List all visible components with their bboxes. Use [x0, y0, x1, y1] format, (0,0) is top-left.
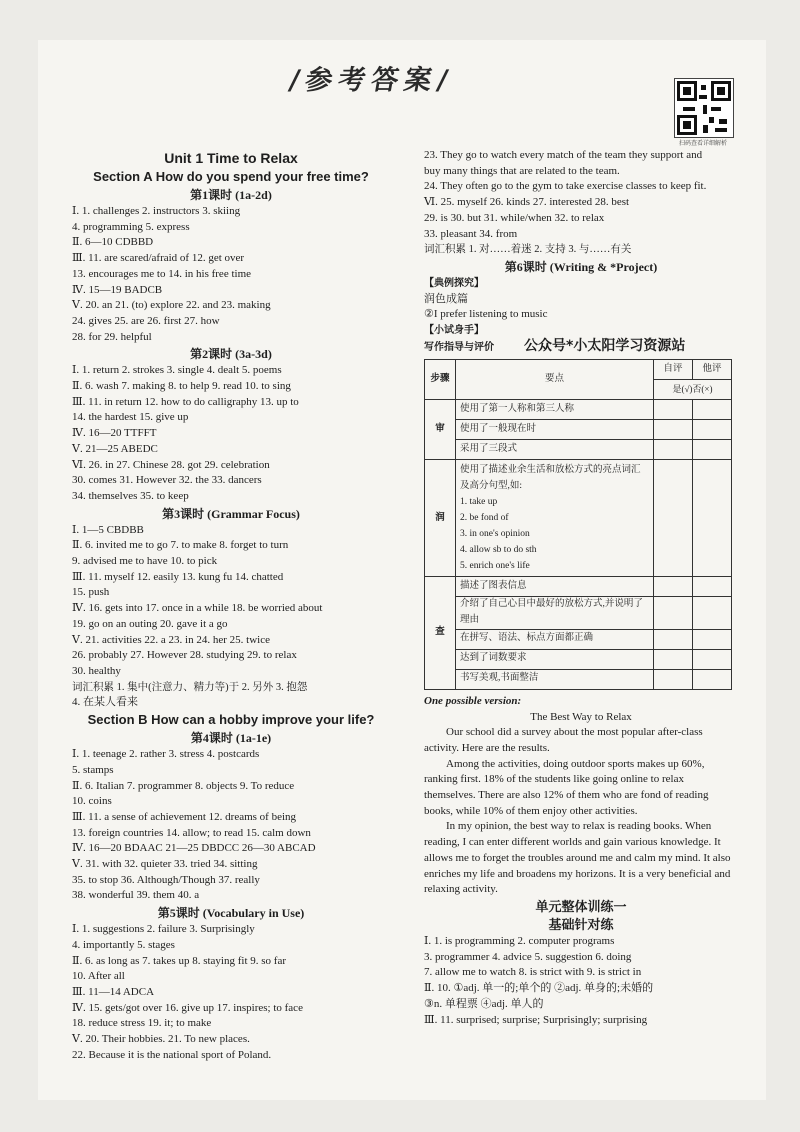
answer-line: 10. coins — [72, 795, 112, 808]
answer-line: 18. reduce stress 19. it; to make — [72, 1017, 212, 1030]
answer-line: ②I prefer listening to music — [424, 308, 548, 321]
header-self: 自评 — [654, 360, 693, 380]
table-point-cell — [456, 400, 654, 420]
left-column — [72, 148, 390, 1063]
table-point-cell — [456, 460, 654, 577]
answer-line: 24. They often go to the gym to take exercise classes to keep fit. — [424, 180, 707, 193]
vocab-line: 词汇积累 1. 集中(注意力、精力等)于 2. 另外 3. 抱怨 — [72, 681, 308, 693]
watermark-text: 公众号*小太阳学习资源站 — [524, 337, 686, 354]
answer-line: 4. 在某人看来 — [72, 696, 138, 709]
answer-line: 23. They go to watch every match of the team they support and — [424, 149, 703, 161]
table-point-item: 4. allow sb to do sth — [460, 545, 537, 556]
answer-line: Ⅲ. 11. a sense of achievement 12. dreams of being — [72, 810, 297, 823]
table-point-cell — [456, 440, 654, 460]
table-score-self-cell[interactable] — [654, 460, 693, 577]
answer-line: Ⅳ. 16—20 TTFFT — [72, 427, 157, 440]
lesson-heading: 第1课时 (1a-2d) — [190, 188, 272, 202]
model-essay — [424, 694, 738, 898]
essay-paragraph: In my opinion, the best way to relax is reading books. When reading, I can enter different worlds and gain various knowledge. It allows me to forget the troubles around me and calm my mind. It also enriches my life and broadens my horizons. It is a very beneficial and relaxing activity. — [424, 820, 731, 896]
table-score-self-cell[interactable] — [654, 649, 693, 669]
answer-line: 19. go on an outing 20. gave it a go — [72, 617, 228, 630]
table-score-peer-cell[interactable] — [693, 649, 732, 669]
answer-line: Ⅰ. 1. teenage 2. rather 3. stress 4. postcards — [72, 748, 260, 761]
answer-line: 26. probably 27. However 28. studying 29. to relax — [72, 649, 297, 662]
answer-line: Ⅰ. 1. is programming 2. computer programs — [424, 934, 615, 947]
table-row — [425, 400, 732, 420]
answer-line: Ⅲ. 11—14 ADCA — [72, 985, 155, 998]
answer-line: 28. for 29. helpful — [72, 330, 152, 343]
answer-line: 10. After all — [72, 970, 125, 983]
lesson-heading: 第3课时 (Grammar Focus) — [162, 506, 300, 521]
header-points: 要点 — [456, 360, 654, 400]
essay-title: The Best Way to Relax — [530, 710, 632, 723]
answer-line: 4. importantly 5. stages — [72, 938, 175, 951]
answer-line: Ⅱ. 6—10 CDBBD — [72, 236, 154, 249]
answer-line: 29. is 30. but 31. while/when 32. to relax — [424, 211, 605, 224]
right-bottom-answers — [424, 898, 738, 1028]
answer-line: Ⅲ. 11. in return 12. how to do calligraphy 13. up to — [72, 395, 299, 408]
header-step: 步骤 — [425, 360, 456, 400]
table-point-cell — [456, 669, 654, 689]
essay-paragraph: Among the activities, doing outdoor sports makes up 60%, ranking first. 18% of the students like going online to relax themselves. There are also 12% of them who are fond of reading books, while 10% of them enjoy other activities. — [424, 757, 709, 817]
answer-line: 5. stamps — [72, 763, 114, 776]
table-point-item: 1. take up — [460, 497, 498, 508]
table-score-self-cell[interactable] — [654, 400, 693, 420]
table-score-peer-cell[interactable] — [693, 577, 732, 597]
qr-code[interactable] — [674, 78, 734, 138]
answer-line: Ⅳ. 15. gets/got over 16. give up 17. inspires; to face — [72, 1001, 303, 1014]
table-point-text: 使用了一般现在时 — [460, 424, 537, 435]
vocab-line: 词汇积累 1. 对……着迷 2. 支持 3. 与……有关 — [424, 244, 632, 256]
table-point-text: 使用了第一人称和第三人称 — [460, 404, 575, 415]
lesson-heading: 第4课时 (1a-1e) — [190, 731, 272, 746]
table-step-cell: 审 — [425, 400, 456, 460]
answer-line: 7. allow me to watch 8. is strict with 9. is strict in — [424, 966, 642, 979]
answer-line: 9. advised me to have 10. to pick — [72, 555, 218, 568]
table-score-self-cell[interactable] — [654, 440, 693, 460]
answer-line: 34. themselves 35. to keep — [72, 489, 189, 502]
answer-line: 30. healthy — [72, 664, 121, 677]
header-peer: 他评 — [693, 360, 732, 380]
table-point-cell — [456, 577, 654, 597]
lesson-heading: 第6课时 (Writing & *Project) — [504, 259, 658, 274]
table-point-item: 3. in one's opinion — [460, 529, 530, 540]
writing-evaluation-table — [424, 359, 732, 689]
table-row — [425, 597, 732, 629]
answer-line: 38. wonderful 39. them 40. a — [72, 889, 200, 902]
table-point-text: 书写美观,书面整洁 — [460, 673, 539, 684]
table-point-item: 2. be fond of — [460, 513, 509, 524]
answer-line: 15. push — [72, 586, 110, 599]
table-step-cell: 润 — [425, 460, 456, 577]
answer-line: 33. pleasant 34. from — [424, 227, 518, 240]
right-column — [424, 148, 738, 1028]
answer-line: Ⅵ. 26. in 27. Chinese 28. got 29. celebration — [72, 458, 270, 471]
table-row — [425, 420, 732, 440]
section-heading: Section B How can a hobby improve your life? — [87, 712, 375, 728]
answer-line: Ⅰ. 1. suggestions 2. failure 3. Surprisingly — [72, 923, 255, 936]
answer-line: Ⅳ. 16. gets into 17. once in a while 18. be worried about — [72, 602, 323, 615]
answer-line: 3. programmer 4. advice 5. suggestion 6. doing — [424, 950, 632, 963]
table-score-peer-cell[interactable] — [693, 669, 732, 689]
table-header-row — [425, 360, 732, 380]
table-row — [425, 577, 732, 597]
answer-line: 24. gives 25. are 26. first 27. how — [72, 314, 220, 327]
answer-line: Ⅱ. 6. invited me to go 7. to make 8. forget to turn — [72, 539, 289, 552]
answer-line: Ⅱ. 6. Italian 7. programmer 8. objects 9. To reduce — [72, 779, 295, 792]
table-step-cell: 查 — [425, 577, 456, 689]
answer-line: Ⅴ. 20. Their hobbies. 21. To new places. — [72, 1033, 250, 1046]
section-heading: 单元整体训练一 — [535, 898, 627, 914]
table-score-peer-cell[interactable] — [693, 440, 732, 460]
table-score-self-cell[interactable] — [654, 669, 693, 689]
table-score-self-cell[interactable] — [654, 629, 693, 649]
subsection-label: 【典例探究】 — [424, 277, 484, 289]
answer-line: Ⅲ. 11. myself 12. easily 13. kung fu 14. chatted — [72, 570, 284, 583]
answer-line: ③n. 单程票 ④adj. 单人的 — [424, 997, 544, 1010]
table-score-self-cell[interactable] — [654, 577, 693, 597]
answer-line: 35. to stop 36. Although/Though 37. really — [72, 873, 260, 886]
answer-line: Ⅳ. 16—20 BDAAC 21—25 DBDCC 26—30 ABCAD — [72, 842, 316, 855]
table-row — [425, 440, 732, 460]
answer-line: Ⅳ. 15—19 BADCB — [72, 283, 163, 296]
table-point-text: 采用了三段式 — [460, 444, 518, 455]
answer-line: buy many things that are related to the team. — [424, 164, 620, 177]
answer-line: 13. foreign countries 14. allow; to read 15. calm down — [72, 826, 311, 839]
answer-line: 润色成篇 — [424, 292, 468, 305]
essay-label: One possible version: — [424, 694, 522, 707]
answer-line: Ⅵ. 25. myself 26. kinds 27. interested 28. best — [424, 196, 630, 209]
answer-line: 22. Because it is the national sport of Poland. — [72, 1048, 272, 1061]
table-score-self-cell[interactable] — [654, 597, 693, 629]
header-yes-no: 是(√)否(×) — [654, 380, 732, 400]
table-point-text: 介绍了自己心目中最好的放松方式,并说明了理由 — [460, 599, 643, 626]
answer-line: 14. the hardest 15. give up — [72, 411, 189, 424]
table-point-item: 5. enrich one's life — [460, 561, 530, 572]
table-row — [425, 460, 732, 577]
qr-caption: 扫码查看详细解析 — [678, 141, 727, 147]
subsection-label: 【小试身手】 — [424, 325, 484, 337]
answer-line: Ⅱ. 6. as long as 7. takes up 8. staying fit 9. so far — [72, 954, 287, 967]
answer-line: Ⅱ. 10. ①adj. 单一的;单个的 ②adj. 单身的;未婚的 — [424, 982, 654, 995]
answer-line: Ⅲ. 11. are scared/afraid of 12. get over — [72, 252, 245, 265]
answer-line: 30. comes 31. However 32. the 33. dancers — [72, 474, 262, 487]
table-row — [425, 629, 732, 649]
answer-line: Ⅰ. 1—5 CBDBB — [72, 523, 144, 536]
table-point-cell — [456, 649, 654, 669]
table-point-text: 达到了词数要求 — [460, 653, 527, 664]
answer-line: Ⅰ. 1. challenges 2. instructors 3. skiing — [72, 205, 241, 217]
answer-line: 4. programming 5. express — [72, 220, 190, 233]
unit-title: Unit 1 Time to Relax — [164, 150, 298, 166]
table-point-text: 描述了图表信息 — [460, 581, 527, 592]
table-row — [425, 669, 732, 689]
table-point-text: 使用了描述业余生活和放松方式的亮点词汇及高分句型,如: — [460, 465, 641, 492]
table-point-cell — [456, 420, 654, 440]
answer-line: Ⅱ. 6. wash 7. making 8. to help 9. read 10. to sing — [72, 380, 291, 393]
answer-line: Ⅴ. 21—25 ABEDC — [72, 442, 158, 455]
lesson-heading: 第5课时 (Vocabulary in Use) — [157, 906, 305, 921]
lesson-heading: 第2课时 (3a-3d) — [190, 347, 272, 362]
writing-guide-label: 写作指导与评价 — [424, 341, 494, 353]
table-point-cell — [456, 629, 654, 649]
table-point-cell — [456, 597, 654, 629]
answer-line: Ⅲ. 11. surprised; surprise; Surprisingly; surprising — [424, 1013, 648, 1026]
section-heading: 基础针对练 — [548, 916, 614, 932]
table-score-self-cell[interactable] — [654, 420, 693, 440]
table-score-peer-cell[interactable] — [693, 629, 732, 649]
answer-line: Ⅴ. 20. an 21. (to) explore 22. and 23. making — [72, 299, 271, 312]
right-top-answers — [424, 148, 738, 355]
page-header-title: /参考答案/ — [286, 65, 456, 96]
table-score-peer-cell[interactable] — [693, 597, 732, 629]
writing-guide-line — [424, 339, 738, 356]
answer-line: Ⅰ. 1. return 2. strokes 3. single 4. dealt 5. poems — [72, 364, 282, 377]
table-score-peer-cell[interactable] — [693, 400, 732, 420]
table-score-peer-cell[interactable] — [693, 420, 732, 440]
answer-line: Ⅴ. 21. activities 22. a 23. in 24. her 25. twice — [72, 633, 270, 646]
table-score-peer-cell[interactable] — [693, 460, 732, 577]
answer-line: Ⅴ. 31. with 32. quieter 33. tried 34. sitting — [72, 858, 258, 871]
answer-line: 13. encourages me to 14. in his free time — [72, 267, 252, 280]
essay-paragraph: Our school did a survey about the most popular after-class activity. Here are the results. — [424, 726, 703, 754]
table-row — [425, 649, 732, 669]
section-heading: Section A How do you spend your free time? — [93, 169, 369, 184]
table-point-text: 在拼写、语法、标点方面都正确 — [460, 633, 594, 644]
